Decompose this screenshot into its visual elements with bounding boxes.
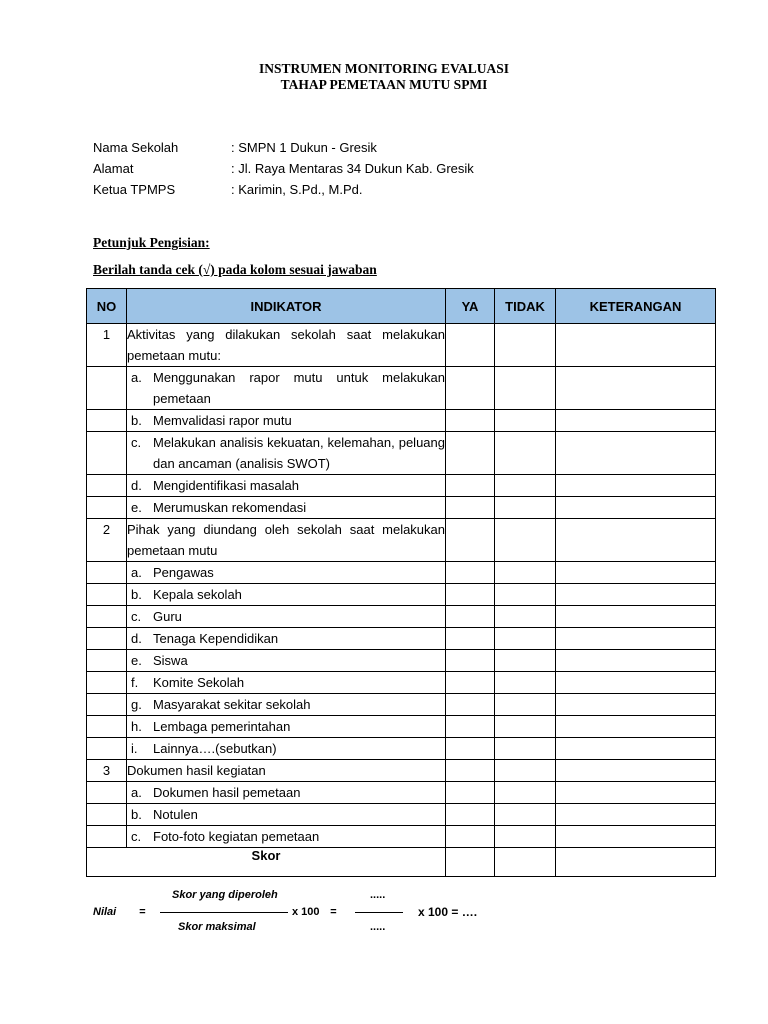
- sub-indicator-letter: b.: [131, 413, 142, 428]
- cell-ya[interactable]: [446, 324, 495, 367]
- cell-keterangan[interactable]: [556, 410, 716, 432]
- sub-indicator-text: Melakukan analisis kekuatan, kelemahan, peluang dan ancaman (analisis SWOT): [153, 435, 445, 471]
- sub-indicator: [127, 367, 446, 410]
- cell-ya[interactable]: [446, 760, 495, 782]
- cell-keterangan[interactable]: [556, 716, 716, 738]
- cell-tidak[interactable]: [495, 826, 556, 848]
- sub-indicator-letter: f.: [131, 675, 139, 690]
- sub-indicator-text: Lainnya….(sebutkan): [153, 741, 277, 756]
- table-row: [87, 475, 716, 497]
- info-value: : Karimin, S.Pd., M.Pd.: [231, 182, 363, 197]
- sub-indicator: [127, 804, 446, 826]
- cell-keterangan[interactable]: [556, 672, 716, 694]
- cell-tidak[interactable]: [495, 716, 556, 738]
- row-number-empty: [87, 432, 127, 475]
- cell-ya[interactable]: [446, 367, 495, 410]
- row-number-empty: [87, 694, 127, 716]
- info-label: Nama Sekolah: [93, 140, 179, 155]
- cell-tidak[interactable]: [495, 782, 556, 804]
- sub-indicator-text: Masyarakat sekitar sekolah: [153, 697, 311, 712]
- cell-tidak[interactable]: [495, 584, 556, 606]
- info-value: : SMPN 1 Dukun - Gresik: [231, 140, 377, 155]
- cell-keterangan[interactable]: [556, 432, 716, 475]
- cell-tidak[interactable]: [495, 606, 556, 628]
- cell-tidak[interactable]: [495, 628, 556, 650]
- cell-keterangan[interactable]: [556, 324, 716, 367]
- cell-ya[interactable]: [446, 826, 495, 848]
- sub-indicator: [127, 826, 446, 848]
- cell-tidak[interactable]: [495, 694, 556, 716]
- sub-indicator-text: Notulen: [153, 807, 198, 822]
- sub-indicator: [127, 562, 446, 584]
- formula-denominator: Skor maksimal: [178, 921, 256, 933]
- sub-indicator-letter: c.: [131, 609, 142, 624]
- sub-indicator: [127, 716, 446, 738]
- table-row: [87, 804, 716, 826]
- sub-indicator-text: Guru: [153, 609, 182, 624]
- cell-ya[interactable]: [446, 432, 495, 475]
- row-number-empty: [87, 672, 127, 694]
- row-number-empty: [87, 628, 127, 650]
- sub-indicator: [127, 672, 446, 694]
- row-number-empty: [87, 782, 127, 804]
- row-number-empty: [87, 475, 127, 497]
- formula-result: x 100 = ….: [418, 905, 478, 919]
- header-keterangan: KETERANGAN: [556, 289, 716, 324]
- cell-keterangan[interactable]: [556, 519, 716, 562]
- sub-indicator-letter: c.: [131, 829, 142, 844]
- cell-tidak[interactable]: [495, 475, 556, 497]
- table-row: [87, 584, 716, 606]
- cell-ya[interactable]: [446, 606, 495, 628]
- sub-indicator-letter: g.: [131, 697, 142, 712]
- score-keterangan-cell[interactable]: [556, 848, 716, 877]
- cell-ya[interactable]: [446, 804, 495, 826]
- row-number-empty: [87, 562, 127, 584]
- sub-indicator: [127, 475, 446, 497]
- sub-indicator-text: Merumuskan rekomendasi: [153, 500, 307, 515]
- cell-tidak[interactable]: [495, 650, 556, 672]
- cell-ya[interactable]: [446, 584, 495, 606]
- cell-keterangan[interactable]: [556, 804, 716, 826]
- cell-ya[interactable]: [446, 475, 495, 497]
- sub-indicator-letter: b.: [131, 807, 142, 822]
- info-value: : Jl. Raya Mentaras 34 Dukun Kab. Gresik: [231, 161, 474, 176]
- indicator-text: Pihak yang diundang oleh sekolah saat melakukan pemetaan mutu: [127, 519, 446, 562]
- cell-keterangan[interactable]: [556, 562, 716, 584]
- row-number-empty: [87, 584, 127, 606]
- table-row: [87, 497, 716, 519]
- formula-fraction-line: [160, 912, 288, 913]
- cell-ya[interactable]: [446, 716, 495, 738]
- cell-keterangan[interactable]: [556, 694, 716, 716]
- sub-indicator: [127, 782, 446, 804]
- sub-indicator-text: Siswa: [153, 653, 188, 668]
- table-row: [87, 606, 716, 628]
- row-number-empty: [87, 606, 127, 628]
- cell-tidak[interactable]: [495, 738, 556, 760]
- sub-indicator-text: Menggunakan rapor mutu untuk melakukan pemetaan: [153, 370, 445, 406]
- sub-indicator-text: Mengidentifikasi masalah: [153, 478, 299, 493]
- info-row-chair: [93, 182, 363, 198]
- row-number-empty: [87, 410, 127, 432]
- table-row: [87, 760, 716, 782]
- sub-indicator-text: Tenaga Kependidikan: [153, 631, 279, 646]
- sub-indicator-letter: h.: [131, 719, 142, 734]
- cell-keterangan[interactable]: [556, 606, 716, 628]
- cell-keterangan[interactable]: [556, 760, 716, 782]
- cell-ya[interactable]: [446, 410, 495, 432]
- table-row: [87, 432, 716, 475]
- cell-tidak[interactable]: [495, 410, 556, 432]
- cell-tidak[interactable]: [495, 804, 556, 826]
- cell-ya[interactable]: [446, 562, 495, 584]
- formula-nilai: Nilai: [93, 906, 117, 918]
- formula-numerator: Skor yang diperoleh: [172, 889, 278, 901]
- sub-indicator-text: Kepala sekolah: [153, 587, 242, 602]
- table-row: [87, 628, 716, 650]
- row-number-empty: [87, 367, 127, 410]
- sub-indicator-letter: i.: [131, 741, 138, 756]
- info-row-school: [93, 140, 377, 156]
- cell-tidak[interactable]: [495, 432, 556, 475]
- sub-indicator-letter: d.: [131, 478, 142, 493]
- sub-indicator: [127, 738, 446, 760]
- cell-tidak[interactable]: [495, 519, 556, 562]
- row-number-empty: [87, 497, 127, 519]
- sub-indicator-letter: a.: [131, 565, 142, 580]
- table-row: [87, 324, 716, 367]
- cell-tidak[interactable]: [495, 672, 556, 694]
- cell-ya[interactable]: [446, 519, 495, 562]
- row-number-empty: [87, 716, 127, 738]
- cell-ya[interactable]: [446, 694, 495, 716]
- formula-fraction-line-2: [355, 912, 403, 913]
- instructions-heading: Petunjuk Pengisian:: [93, 235, 210, 250]
- header-ya: YA: [446, 289, 495, 324]
- sub-indicator-text: Dokumen hasil pemetaan: [153, 785, 301, 800]
- sub-indicator-letter: b.: [131, 587, 142, 602]
- table-row: [87, 410, 716, 432]
- cell-tidak[interactable]: [495, 324, 556, 367]
- sub-indicator-text: Foto-foto kegiatan pemetaan: [153, 829, 320, 844]
- sub-indicator-letter: a.: [131, 370, 142, 385]
- sub-indicator-letter: e.: [131, 653, 142, 668]
- formula-dots-top: .....: [370, 889, 386, 901]
- header-indikator: INDIKATOR: [127, 289, 446, 324]
- sub-indicator-text: Pengawas: [153, 565, 214, 580]
- row-number-empty: [87, 650, 127, 672]
- score-label: Skor: [87, 848, 446, 877]
- cell-tidak[interactable]: [495, 367, 556, 410]
- row-number-empty: [87, 804, 127, 826]
- header-no: NO: [87, 289, 127, 324]
- cell-ya[interactable]: [446, 497, 495, 519]
- table-header-row: [87, 289, 716, 324]
- cell-keterangan[interactable]: [556, 650, 716, 672]
- sub-indicator: [127, 432, 446, 475]
- sub-indicator: [127, 584, 446, 606]
- cell-keterangan[interactable]: [556, 628, 716, 650]
- cell-keterangan[interactable]: [556, 497, 716, 519]
- cell-ya[interactable]: [446, 782, 495, 804]
- cell-keterangan[interactable]: [556, 475, 716, 497]
- sub-indicator-letter: a.: [131, 785, 142, 800]
- table-row: [87, 694, 716, 716]
- sub-indicator: [127, 497, 446, 519]
- document-title-line1: INSTRUMEN MONITORING EVALUASI: [258, 61, 510, 76]
- indicator-text: Aktivitas yang dilakukan sekolah saat melakukan pemetaan mutu:: [127, 324, 446, 367]
- cell-ya[interactable]: [446, 672, 495, 694]
- sub-indicator-letter: e.: [131, 500, 142, 515]
- formula-equals-2: =: [330, 906, 337, 918]
- formula-equals-1: =: [139, 906, 146, 918]
- monitoring-table: [86, 288, 716, 877]
- indicator-text: Dokumen hasil kegiatan: [127, 760, 446, 782]
- cell-tidak[interactable]: [495, 497, 556, 519]
- cell-keterangan[interactable]: [556, 826, 716, 848]
- formula-times: x 100: [292, 906, 320, 918]
- info-label: Alamat: [93, 161, 134, 176]
- cell-ya[interactable]: [446, 650, 495, 672]
- sub-indicator-text: Komite Sekolah: [153, 675, 245, 690]
- formula-dots-bottom: .....: [370, 921, 386, 933]
- row-number: 3: [87, 760, 127, 782]
- row-number-empty: [87, 826, 127, 848]
- info-row-address: [93, 161, 474, 177]
- table-row: [87, 367, 716, 410]
- table-row: [87, 562, 716, 584]
- header-tidak: TIDAK: [495, 289, 556, 324]
- score-ya-cell[interactable]: [446, 848, 495, 877]
- document-title-line2: TAHAP PEMETAAN MUTU SPMI: [280, 77, 488, 92]
- cell-keterangan[interactable]: [556, 367, 716, 410]
- cell-keterangan[interactable]: [556, 782, 716, 804]
- cell-tidak[interactable]: [495, 562, 556, 584]
- table-row: [87, 650, 716, 672]
- sub-indicator-text: Memvalidasi rapor mutu: [153, 413, 292, 428]
- cell-keterangan[interactable]: [556, 584, 716, 606]
- table-row: [87, 716, 716, 738]
- sub-indicator-text: Lembaga pemerintahan: [153, 719, 291, 734]
- instructions-text: Berilah tanda cek (√) pada kolom sesuai jawaban: [93, 262, 377, 277]
- sub-indicator: [127, 650, 446, 672]
- sub-indicator: [127, 606, 446, 628]
- table-row: [87, 826, 716, 848]
- score-row: [87, 848, 716, 877]
- sub-indicator: [127, 628, 446, 650]
- table-row: [87, 672, 716, 694]
- cell-ya[interactable]: [446, 738, 495, 760]
- table-row: [87, 782, 716, 804]
- sub-indicator-letter: c.: [131, 435, 142, 450]
- sub-indicator: [127, 410, 446, 432]
- cell-ya[interactable]: [446, 628, 495, 650]
- table-row: [87, 519, 716, 562]
- cell-keterangan[interactable]: [556, 738, 716, 760]
- row-number-empty: [87, 738, 127, 760]
- sub-indicator: [127, 694, 446, 716]
- row-number: 1: [87, 324, 127, 367]
- sub-indicator-letter: d.: [131, 631, 142, 646]
- table-row: [87, 738, 716, 760]
- row-number: 2: [87, 519, 127, 562]
- info-label: Ketua TPMPS: [93, 182, 176, 197]
- score-tidak-cell[interactable]: [495, 848, 556, 877]
- cell-tidak[interactable]: [495, 760, 556, 782]
